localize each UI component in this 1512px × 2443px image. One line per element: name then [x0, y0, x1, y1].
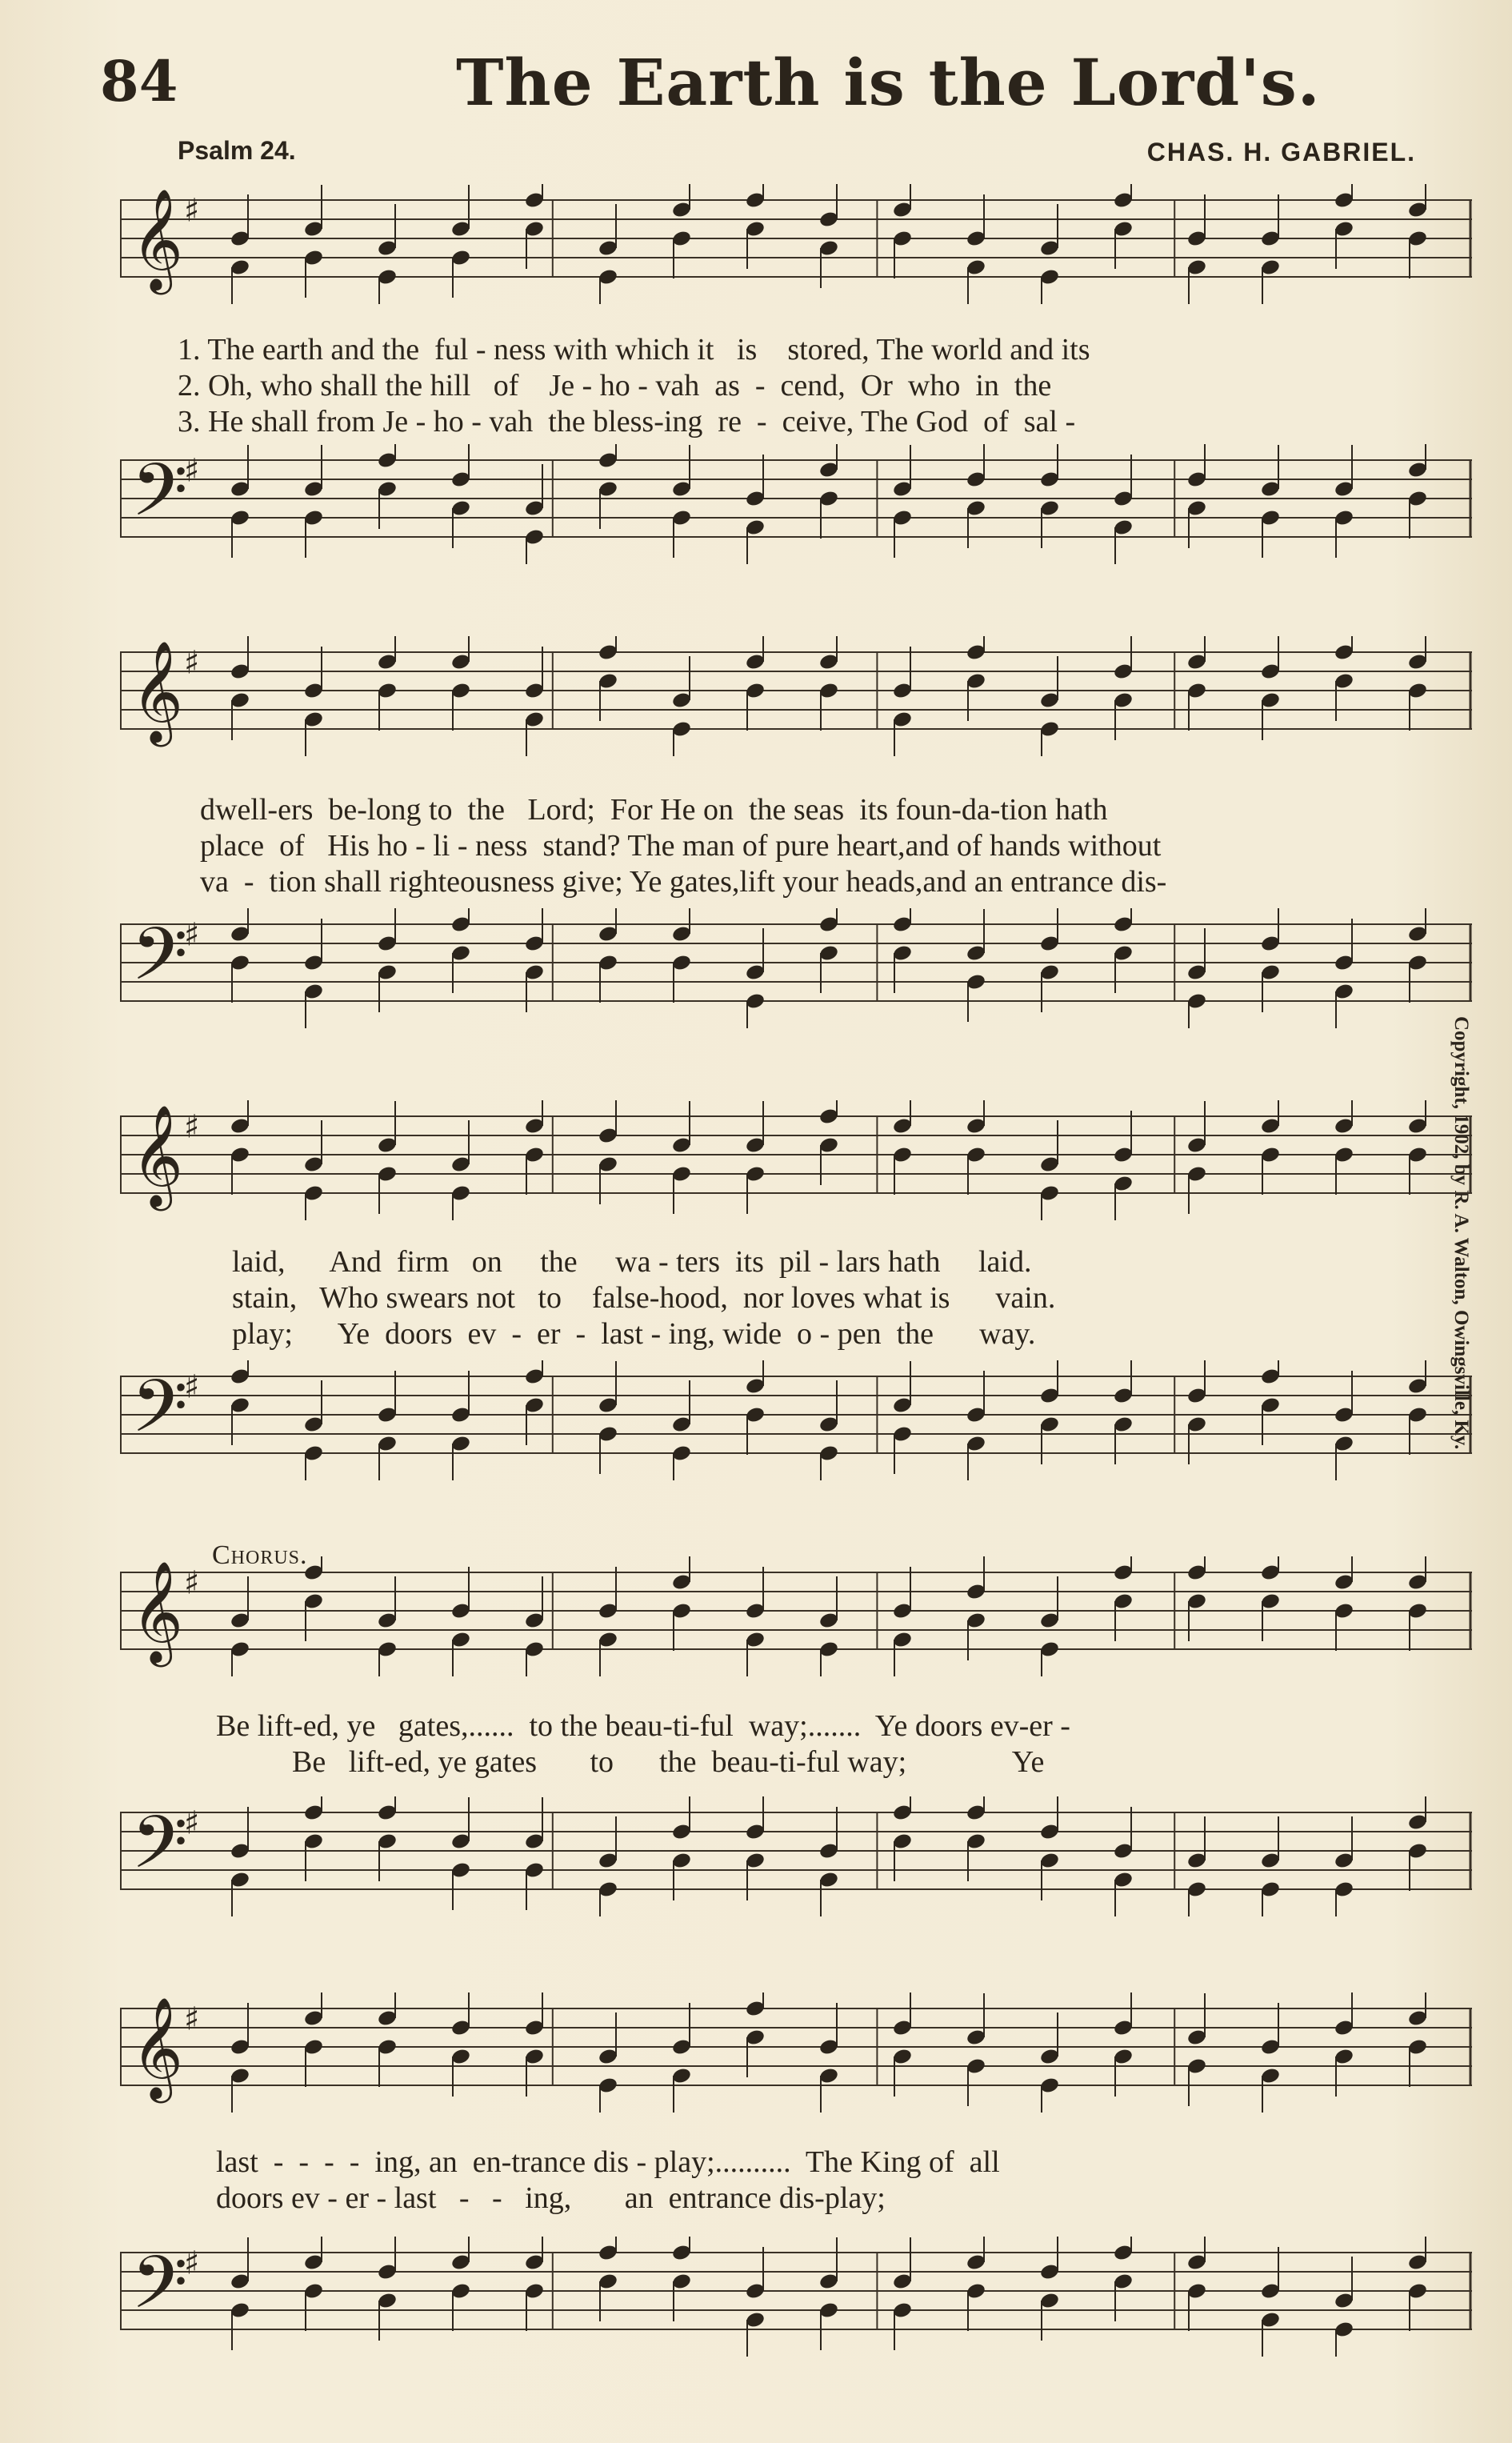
svg-text:♯: ♯: [184, 1804, 200, 1842]
lyric-line-part-1: Be lift-ed, ye gates,...... to the beau-ti-ful way;....... Ye doors ev-er -: [216, 1709, 1070, 1743]
composer-credit: CHAS. H. GABRIEL.: [1146, 138, 1416, 166]
staff-lines: [120, 908, 1472, 1028]
lyric-line-part-1: last - - - - ing, an en-trance dis - play;.......... The King of all: [216, 2145, 1000, 2179]
staff-lines: [120, 1100, 1472, 1220]
svg-text:♯: ♯: [184, 2000, 200, 2038]
lyric-line-verse-2: place of His ho - li - ness stand? The man of pure heart,and of hands without: [200, 829, 1162, 863]
staff-lines: [120, 1556, 1472, 1676]
lyric-line-verse-3: play; Ye doors ev - er - last - ing, wide o - pen the way.: [232, 1317, 1036, 1351]
lyric-line-verse-2: 2. Oh, who shall the hill of Je - ho - vah as - cend, Or who in the: [178, 369, 1052, 402]
staff-lines: [120, 2237, 1472, 2357]
chorus-label: Chorus.: [212, 1540, 308, 1570]
svg-text:𝄢: 𝄢: [131, 447, 188, 551]
svg-text:♯: ♯: [184, 644, 200, 682]
svg-text:𝄞: 𝄞: [131, 639, 184, 743]
treble-staff-system-3: [120, 1100, 1472, 1220]
lyric-line-part-2: Be lift-ed, ye gates to the beau-ti-ful way; Ye: [216, 1745, 1045, 1779]
bass-staff-system-1: [120, 444, 1472, 564]
hymn-title: The Earth is the Lord's.: [456, 45, 1321, 120]
treble-staff-system-4: [120, 1556, 1472, 1676]
lyric-line-verse-3: va - tion shall righteousness give; Ye gates,lift your heads,and an entrance dis-: [200, 865, 1167, 899]
bass-staff-system-5: [120, 2237, 1472, 2357]
lyric-line-verse-2: stain, Who swears not to false-hood, nor loves what is vain.: [232, 1281, 1056, 1315]
lyric-line-verse-1: 1. The earth and the ful - ness with which it is stored, The world and its: [178, 333, 1090, 366]
svg-text:𝄢: 𝄢: [131, 1364, 188, 1467]
svg-text:♯: ♯: [184, 2245, 200, 2282]
svg-text:♯: ♯: [184, 916, 200, 954]
lyric-line-part-2: doors ev - er - last - - ing, an entrance dis-play;: [216, 2181, 886, 2215]
svg-text:♯: ♯: [184, 1564, 200, 1602]
scripture-reference: Psalm 24.: [178, 136, 296, 165]
staff-lines: [120, 444, 1472, 564]
staff-lines: [120, 1360, 1472, 1480]
bass-staff-system-4: [120, 1796, 1472, 1916]
lyric-line-verse-1: laid, And firm on the wa - ters its pil - lars hath laid.: [232, 1245, 1032, 1279]
staff-lines: [120, 184, 1472, 304]
staff-lines: [120, 1796, 1472, 1916]
svg-text:𝄞: 𝄞: [131, 187, 184, 290]
treble-staff-system-1: [120, 184, 1472, 304]
svg-text:𝄞: 𝄞: [131, 1996, 184, 2099]
lyric-line-verse-1: dwell-ers be-long to the Lord; For He on the seas its foun-da-tion hath: [200, 793, 1108, 827]
svg-text:♯: ♯: [184, 1368, 200, 1406]
lyric-line-verse-3: 3. He shall from Je - ho - vah the bless-ing re - ceive, The God of sal -: [178, 405, 1076, 439]
svg-text:𝄢: 𝄢: [131, 911, 188, 1015]
svg-text:𝄞: 𝄞: [131, 1103, 184, 1207]
page-number: 84: [100, 48, 178, 114]
svg-text:𝄢: 𝄢: [131, 1800, 188, 1903]
bass-staff-system-2: [120, 908, 1472, 1028]
bass-staff-system-3: [120, 1360, 1472, 1480]
svg-text:♯: ♯: [184, 1108, 200, 1146]
svg-text:𝄢: 𝄢: [131, 2240, 188, 2343]
treble-staff-system-5: [120, 1992, 1472, 2113]
svg-text:𝄞: 𝄞: [131, 1560, 184, 1663]
staff-lines: [120, 636, 1472, 756]
staff-lines: [120, 1992, 1472, 2113]
copyright-notice: Copyright, 1902, by R. A. Walton, Owingsville, Ky.: [1450, 1016, 1472, 1450]
svg-text:♯: ♯: [184, 192, 200, 230]
svg-text:♯: ♯: [184, 452, 200, 490]
treble-staff-system-2: [120, 636, 1472, 756]
